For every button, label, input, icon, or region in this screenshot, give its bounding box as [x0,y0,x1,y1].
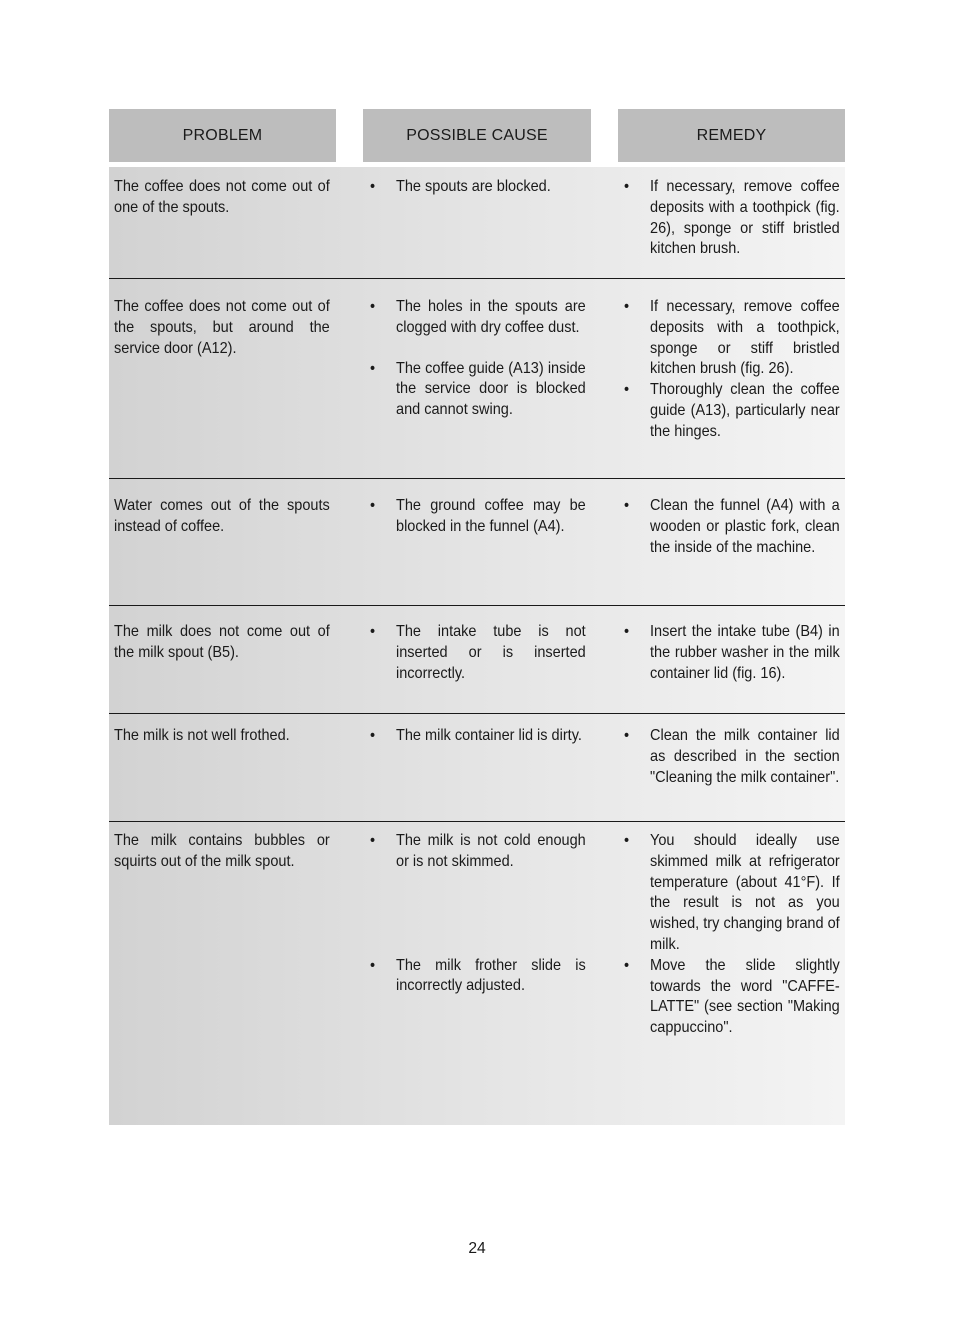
remedy-text: You should ideally use skimmed milk at refrigerator temperature (about 41°F). If the result is not as you wished, try changing brand of milk. [650,832,840,953]
cause-text: The holes in the spouts are clogged with dry coffee dust. [396,298,586,336]
bullet-icon: • [369,298,376,315]
problem-cell [114,831,330,873]
cause-text: The milk frother slide is incorrectly adjusted. [396,956,586,995]
remedy-item [623,622,840,684]
header-possible-cause: POSSIBLE CAUSE [363,109,591,162]
cause-cell [369,496,586,538]
cause-item [369,177,586,198]
table-row [109,822,845,1125]
bullet-icon: • [369,497,376,514]
remedy-cell [623,726,840,788]
remedy-item [623,380,840,442]
bullet-icon: • [369,956,376,974]
problem-text: The coffee does not come out of the spouts, but around the service door (A12). [114,298,330,357]
remedy-cell [623,831,840,1039]
header-problem: PROBLEM [109,109,336,162]
problem-text: Water comes out of the spouts instead of coffee. [114,497,330,535]
problem-cell [114,496,330,538]
cause-text: The coffee guide (A13) inside the service door is blocked and cannot swing. [396,359,586,419]
remedy-text: If necessary, remove coffee deposits with a toothpick, sponge or stiff bristled kitchen brush (fig. 26). [650,298,840,378]
bullet-icon: • [623,178,630,195]
problem-text: The milk contains bubbles or squirts out of the milk spout. [114,832,330,870]
remedy-cell [623,297,840,443]
cause-item [369,956,586,998]
cause-item [369,496,586,538]
remedy-cell [623,622,840,684]
cause-cell [369,726,586,747]
cause-cell [369,622,586,684]
problem-cell [114,297,330,359]
remedy-cell [623,496,840,558]
cause-text: The spouts are blocked. [396,178,551,195]
bullet-icon: • [369,623,376,640]
problem-text: The milk is not well frothed. [114,727,290,744]
remedy-item [623,496,840,558]
table-body [109,167,845,1125]
bullet-icon: • [623,381,630,399]
remedy-text: If necessary, remove coffee deposits with a toothpick (fig. 26), sponge or stiff bristled kitchen brush. [650,178,840,258]
cause-cell [369,177,586,198]
cause-item [369,622,586,684]
bullet-icon: • [369,832,376,849]
problem-text: The milk does not come out of the milk spout (B5). [114,623,330,661]
page-number: 24 [468,1240,486,1257]
bullet-icon: • [623,727,630,744]
cause-item [369,359,586,421]
cause-cell [369,831,586,997]
remedy-item [623,956,840,1039]
cause-cell [369,297,586,421]
cause-text: The milk container lid is dirty. [396,727,582,744]
bullet-icon: • [369,359,376,377]
problem-cell [114,726,330,747]
problem-cell [114,177,330,219]
table-row [109,167,845,279]
remedy-item [623,726,840,788]
table-header [109,109,845,162]
remedy-text: Thoroughly clean the coffee guide (A13), particularly near the hinges. [650,381,840,440]
table-row [109,279,845,479]
cause-text: The milk is not cold enough or is not skimmed. [396,832,586,870]
bullet-icon: • [623,298,630,315]
remedy-item [623,297,840,380]
remedy-text: Move the slide slightly towards the word "CAFFE-LATTE" (see section "Making cappuccino". [650,956,840,1037]
cause-item [369,831,586,873]
remedy-item [623,831,840,956]
table-row [109,714,845,822]
bullet-icon: • [623,497,630,514]
bullet-icon: • [623,832,630,849]
bullet-icon: • [623,623,630,640]
bullet-icon: • [623,956,630,974]
bullet-icon: • [369,727,376,744]
remedy-cell [623,177,840,260]
remedy-text: Clean the milk container lid as described in the section "Cleaning the milk container". [650,727,840,786]
cause-item [369,297,586,339]
table-row [109,479,845,606]
cause-text: The ground coffee may be blocked in the funnel (A4). [396,497,586,535]
remedy-text: Insert the intake tube (B4) in the rubber washer in the milk container lid (fig. 16). [650,623,840,682]
remedy-item [623,177,840,260]
bullet-icon: • [369,178,376,195]
problem-cell [114,622,330,664]
header-remedy: REMEDY [618,109,845,162]
cause-text: The intake tube is not inserted or is inserted incorrectly. [396,623,586,682]
troubleshooting-table [109,109,845,1125]
cause-item [369,726,586,747]
table-row [109,606,845,714]
problem-text: The coffee does not come out of one of the spouts. [114,178,330,216]
remedy-text: Clean the funnel (A4) with a wooden or plastic fork, clean the inside of the machine. [650,497,840,556]
